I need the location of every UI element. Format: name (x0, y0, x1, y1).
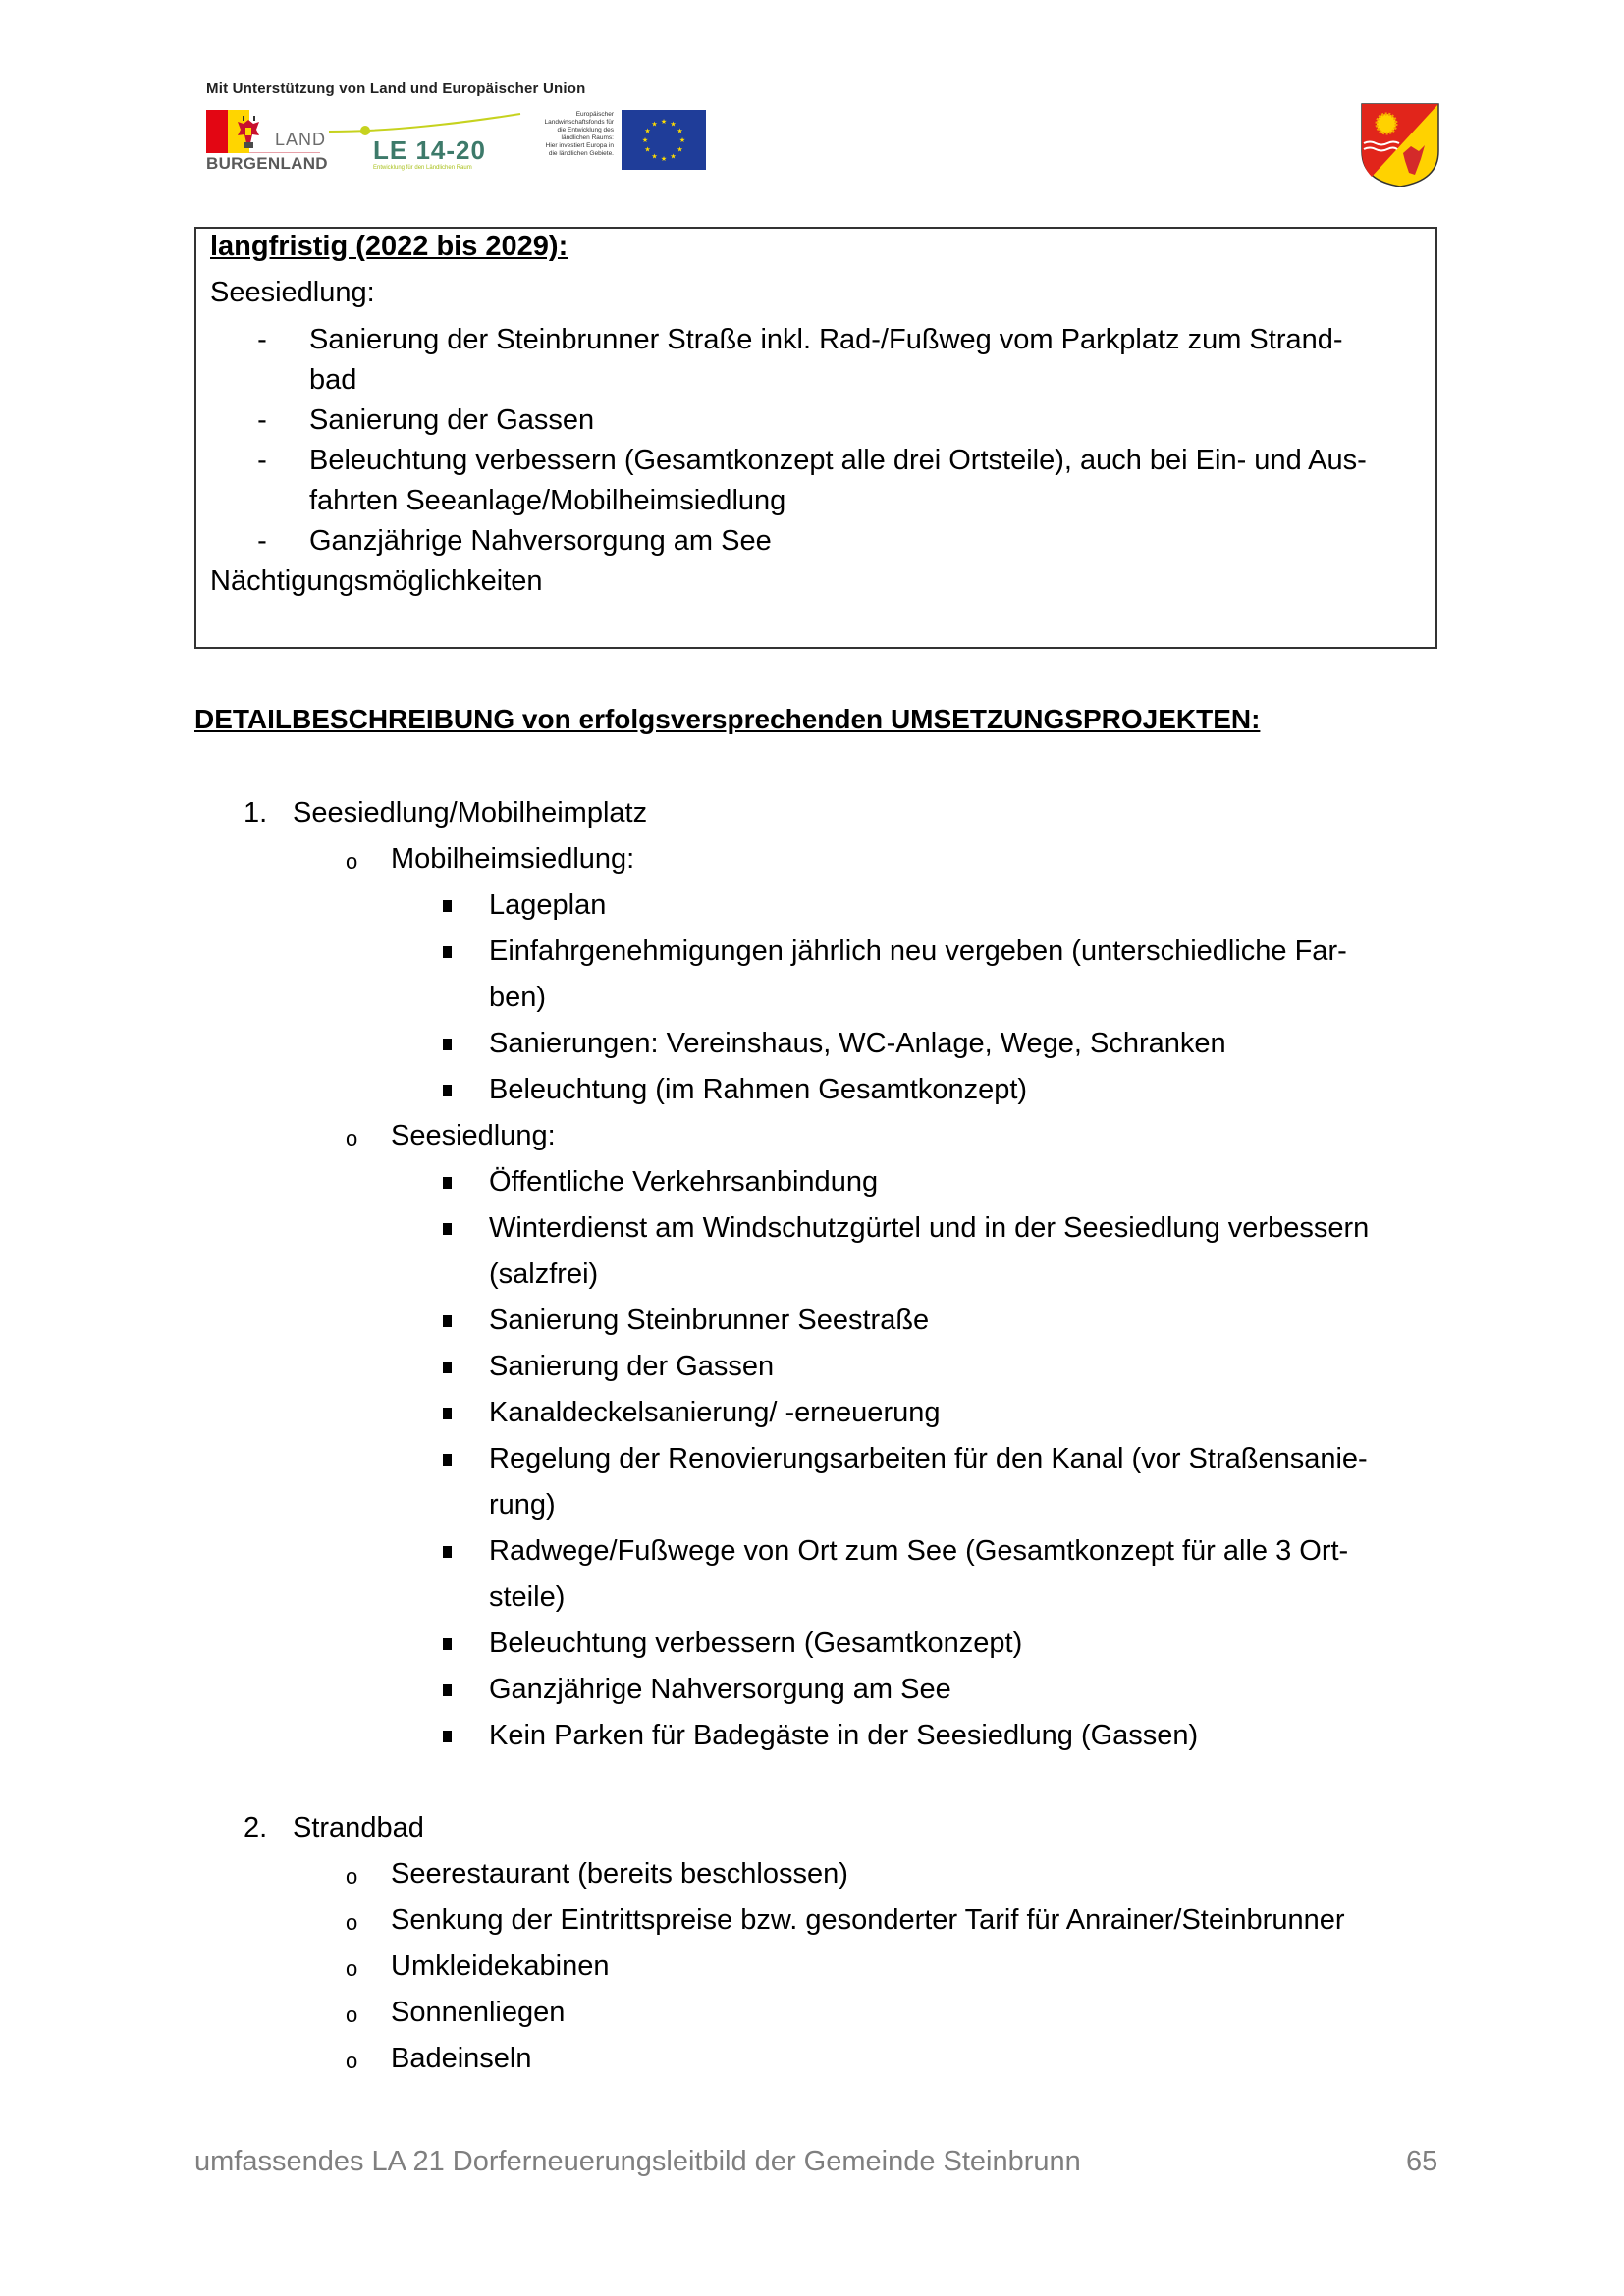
page-number: 65 (1406, 2146, 1438, 2177)
list-item-line: Sanierung der Gassen (489, 1351, 775, 1382)
list-item-line: Beleuchtung (im Rahmen Gesamtkonzept) (489, 1074, 1028, 1105)
eu-star-icon: ★ (641, 137, 649, 144)
list-item: Seerestaurant (bereits beschlossen) (391, 1858, 848, 1890)
group-title: Mobilheimsiedlung: (391, 843, 635, 875)
project-number: 1. (244, 797, 268, 828)
section-heading: DETAILBESCHREIBUNG von erfolgsversprechenden UMSETZUNGSPROJEKTEN: (194, 704, 1261, 734)
circle-bullet: o (346, 849, 358, 874)
project-number: 2. (244, 1812, 268, 1843)
box-item-line: Beleuchtung verbessern (Gesamtkonzept alle drei Ortsteile), auch bei Ein- und Aus- (309, 445, 1367, 476)
eu-star-icon: ★ (660, 156, 668, 163)
eu-flag-icon (622, 110, 706, 170)
le-logo (329, 110, 525, 173)
list-item-line: Winterdienst am Windschutzgürtel und in der Seesiedlung verbessern (489, 1212, 1370, 1244)
box-title: langfristig (2022 bis 2029): (210, 231, 568, 262)
eu-star-icon: ★ (644, 128, 651, 135)
list-item-line: (salzfrei) (489, 1258, 599, 1290)
eu-text-line: Hier investiert Europa in (545, 142, 614, 149)
eu-star-icon: ★ (677, 128, 683, 135)
burgenland-red-stripe (206, 110, 228, 153)
dash-bullet: - (257, 404, 267, 436)
group-title: Seesiedlung: (391, 1120, 556, 1151)
square-bullet-icon (443, 946, 452, 958)
dash-bullet: - (257, 324, 267, 355)
box-subtitle: Seesiedlung: (210, 277, 375, 308)
box-item-line: Sanierung der Gassen (309, 404, 595, 436)
eu-star-icon: ★ (677, 146, 683, 154)
box-item-line: Ganzjährige Nahversorgung am See (309, 525, 772, 557)
list-item-line: Ganzjährige Nahversorgung am See (489, 1674, 951, 1705)
eu-star-icon: ★ (670, 121, 677, 129)
list-item-line: Lageplan (489, 889, 607, 921)
list-item-line: Einfahrgenehmigungen jährlich neu vergeben (unterschiedliche Far- (489, 935, 1347, 967)
eu-star-icon: ★ (651, 153, 658, 161)
square-bullet-icon (443, 1408, 452, 1419)
square-bullet-icon (443, 1684, 452, 1696)
square-bullet-icon (443, 1177, 452, 1189)
box-footer-line: Nächtigungsmöglichkeiten (210, 565, 543, 597)
eu-star-icon: ★ (678, 137, 686, 144)
eu-star-icon: ★ (651, 121, 658, 129)
burgenland-name-text: BURGENLAND (206, 154, 328, 173)
square-bullet-icon (443, 1638, 452, 1650)
eu-text-line: Europäischer (575, 111, 614, 118)
eu-star-icon: ★ (670, 153, 677, 161)
burgenland-coat-of-arms-icon (236, 116, 261, 149)
eu-text-line: Landwirtschaftsfonds für (544, 119, 614, 126)
list-item-line: ben) (489, 982, 547, 1013)
project-title: Seesiedlung/Mobilheimplatz (293, 797, 648, 828)
eu-text-line: die Entwicklung des (557, 127, 614, 133)
list-item-line: Kein Parken für Badegäste in der Seesiedlung (Gassen) (489, 1720, 1199, 1751)
eu-star-icon: ★ (644, 146, 651, 154)
list-item-line: Radwege/Fußwege von Ort zum See (Gesamtkonzept für alle 3 Ort- (489, 1535, 1349, 1567)
eu-text-line: ländlichen Raums: (561, 134, 614, 141)
dash-bullet: - (257, 525, 267, 557)
circle-bullet: o (346, 1910, 358, 1935)
steinbrunn-coat-of-arms-icon (1360, 102, 1440, 188)
list-item-line: Sanierung Steinbrunner Seestraße (489, 1305, 930, 1336)
project-title: Strandbad (293, 1812, 424, 1843)
list-item-line: Regelung der Renovierungsarbeiten für den Kanal (vor Straßensanie- (489, 1443, 1368, 1474)
circle-bullet: o (346, 1864, 358, 1889)
square-bullet-icon (443, 1731, 452, 1742)
square-bullet-icon (443, 1546, 452, 1558)
list-item: Sonnenliegen (391, 1997, 566, 2028)
list-item: Senkung der Eintrittspreise bzw. gesonderter Tarif für Anrainer/Steinbrunner (391, 1904, 1345, 1936)
list-item-line: rung) (489, 1489, 556, 1521)
circle-bullet: o (346, 2049, 358, 2073)
list-item: Umkleidekabinen (391, 1950, 610, 1982)
support-text: Mit Unterstützung von Land und Europäischer Union (206, 80, 586, 97)
footer-text: umfassendes LA 21 Dorferneuerungsleitbild der Gemeinde Steinbrunn (194, 2146, 1081, 2177)
box-item-line: bad (309, 364, 357, 396)
box-item-line: fahrten Seeanlage/Mobilheimsiedlung (309, 485, 786, 516)
square-bullet-icon (443, 1085, 452, 1096)
le-subtitle: Entwicklung für den Ländlichen Raum (373, 165, 472, 171)
eu-text-line: die ländlichen Gebiete. (548, 150, 614, 157)
square-bullet-icon (443, 1315, 452, 1327)
circle-bullet: o (346, 1126, 358, 1150)
list-item-line: Beleuchtung verbessern (Gesamtkonzept) (489, 1628, 1023, 1659)
burgenland-land-text: LAND (275, 130, 327, 149)
list-item: Badeinseln (391, 2043, 532, 2074)
square-bullet-icon (443, 1223, 452, 1235)
eu-star-icon: ★ (660, 119, 668, 126)
burgenland-logo (206, 110, 328, 173)
dash-bullet: - (257, 445, 267, 476)
circle-bullet: o (346, 2002, 358, 2027)
list-item-line: Kanaldeckelsanierung/ -erneuerung (489, 1397, 941, 1428)
list-item-line: Sanierungen: Vereinshaus, WC-Anlage, Wege, Schranken (489, 1028, 1226, 1059)
circle-bullet: o (346, 1956, 358, 1981)
square-bullet-icon (443, 1362, 452, 1373)
square-bullet-icon (443, 1454, 452, 1466)
list-item-line: Öffentliche Verkehrsanbindung (489, 1166, 879, 1198)
box-item-line: Sanierung der Steinbrunner Straße inkl. Rad-/Fußweg vom Parkplatz zum Strand- (309, 324, 1343, 355)
square-bullet-icon (443, 900, 452, 912)
burgenland-divider (249, 152, 320, 153)
eu-fund-text (527, 111, 614, 158)
square-bullet-icon (443, 1039, 452, 1050)
list-item-line: steile) (489, 1581, 566, 1613)
le-title: LE 14-20 (373, 135, 486, 165)
